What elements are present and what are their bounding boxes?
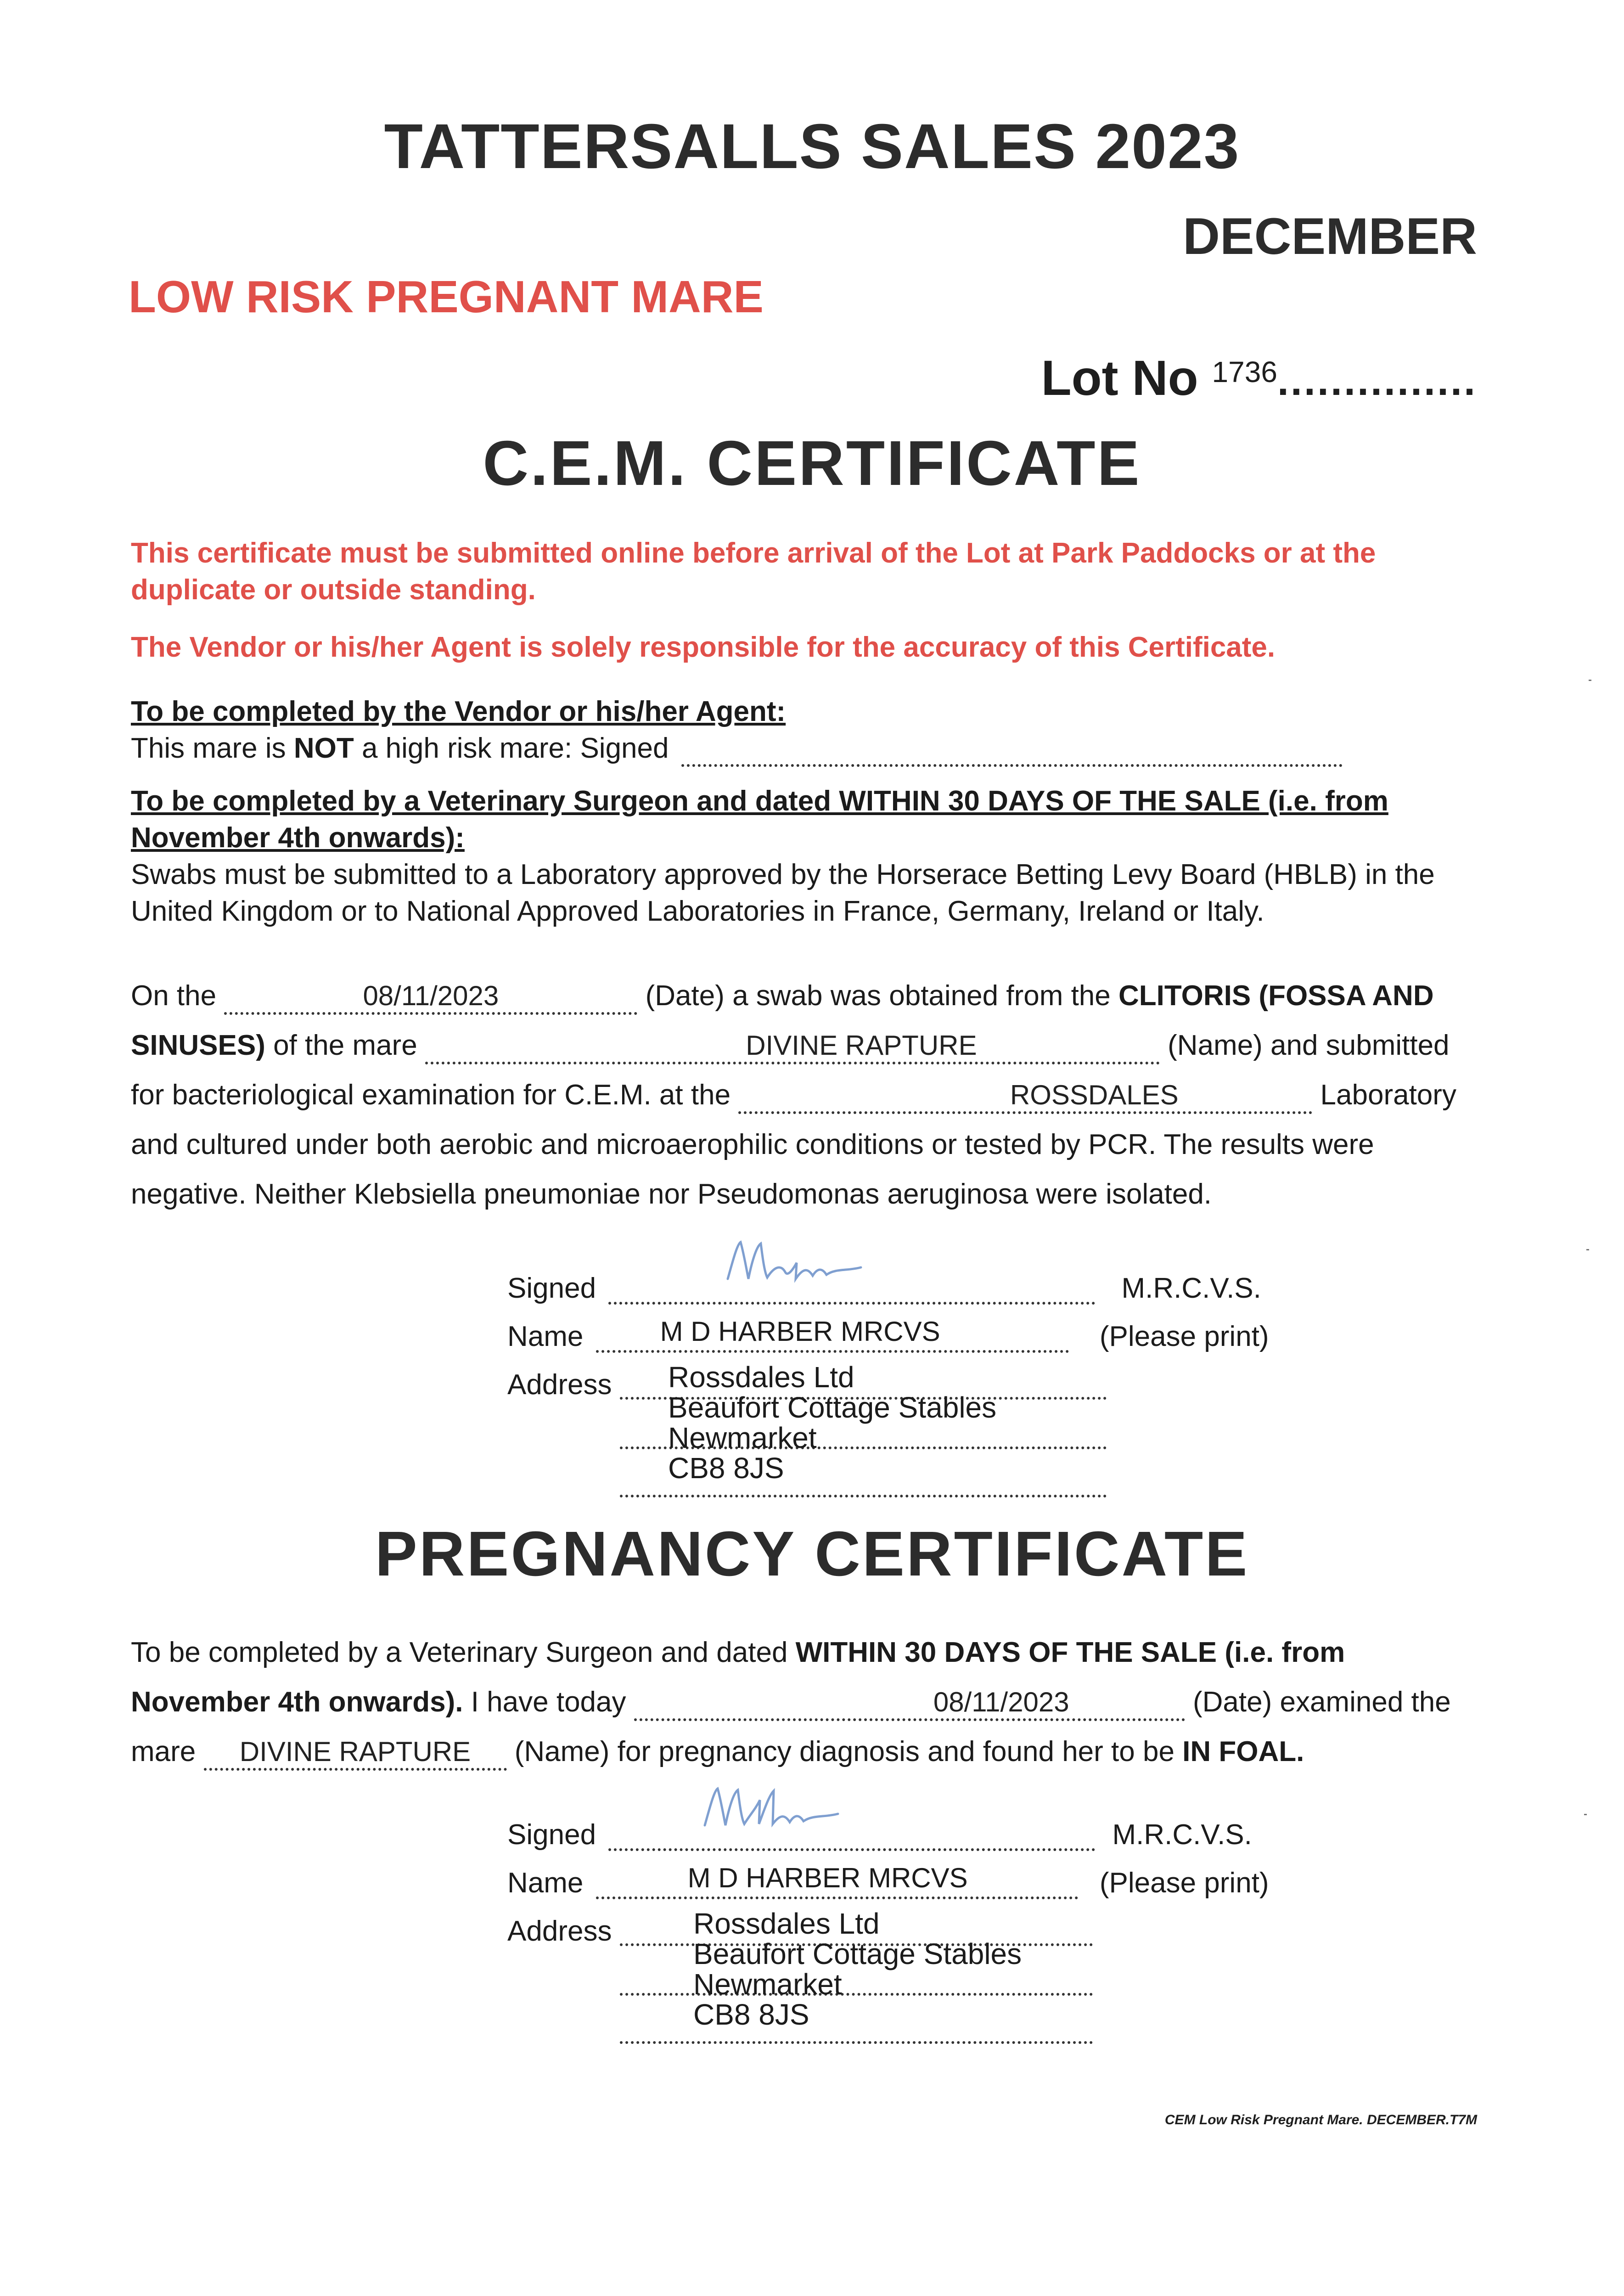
clitoris-label: CLITORIS (FOSSA AND	[1118, 980, 1434, 1012]
accuracy-notice: The Vendor or his/her Agent is solely responsible for the accuracy of this Certificate.	[131, 631, 1276, 663]
submission-notice: This certificate must be submitted online before arrival of the Lot at Park Paddocks or at the duplicate or outside standing.	[131, 537, 1376, 606]
vet-signature-image-2	[700, 1782, 847, 1837]
vendor-heading: To be completed by the Vendor or his/her Agent:	[131, 696, 786, 727]
signed-label: Signed	[507, 1272, 596, 1304]
scan-speck	[1589, 680, 1591, 681]
pregnancy-address-line-2: Beaufort Cottage Stables	[693, 1937, 1022, 1970]
negative-line: negative. Neither Klebsiella pneumoniae nor Pseudomonas aeruginosa were isolated.	[131, 1178, 1212, 1210]
swab-instructions: Swabs must be submitted to a Laboratory approved by the Horserace Betting Levy Board (HBLB) in the United Kingdom or to National Approved Laboratories in France, Germany, Ireland or Italy.	[131, 859, 1435, 927]
pregnancy-mare-name-field[interactable]: DIVINE RAPTURE	[204, 1738, 507, 1771]
please-print-label: (Please print)	[1099, 1321, 1269, 1352]
swab-date-field[interactable]: 08/11/2023	[224, 982, 637, 1015]
mare-category: LOW RISK PREGNANT MARE	[129, 271, 764, 322]
not-emphasis: NOT	[293, 732, 354, 764]
cem-address-line-2: Beaufort Cottage Stables	[668, 1391, 997, 1424]
address-label: Address	[507, 1369, 612, 1401]
cem-address-line-1: Rossdales Ltd	[668, 1361, 854, 1394]
scan-speck	[1586, 1249, 1589, 1250]
pregnancy-signature-line[interactable]	[608, 1823, 1095, 1851]
cem-vet-name-field[interactable]: M D HARBER MRCVS	[596, 1324, 1069, 1353]
vet-signature-image	[723, 1235, 870, 1290]
lot-dots: ...............	[1277, 358, 1477, 404]
name-label: Name	[507, 1321, 584, 1352]
cem-signature-block	[507, 1235, 1357, 1511]
cem-statement: On the 08/11/2023 (Date) a swab was obtained from the CLITORIS (FOSSA AND SINUSES) of the mare DIVINE RAPTURE (Name) and submitted for bacteriological examination for C.E.M. at the ROSSDALES Laboratory and cultured under both aerobic and microaerophilic conditions or tested by PCR. The results were negative. Neither Klebsiella pneumoniae nor Pseudomonas aeruginosa were isolated.	[131, 971, 1478, 1219]
pregnancy-certificate-title: PREGNANCY CERTIFICATE	[375, 1519, 1249, 1589]
vet-section	[131, 783, 1478, 930]
exam-date-field[interactable]: 08/11/2023	[634, 1688, 1185, 1721]
pregnancy-address-line-4: CB8 8JS	[693, 1998, 809, 2031]
sinuses-label: SINUSES)	[131, 1030, 265, 1061]
mrcvs-label: M.R.C.V.S.	[1121, 1272, 1261, 1304]
mare-name-field[interactable]: DIVINE RAPTURE	[425, 1031, 1160, 1064]
sale-month: DECEMBER	[1183, 208, 1477, 265]
pregnancy-signature-block: Signed M.R.C.V.S. Name M D HARBER MRCVS (Please print) Address Rossdales Ltd Beaufort Cottage Stables Newmarket CB8 8JS	[507, 1782, 1357, 2057]
vendor-signature-line[interactable]	[681, 755, 1343, 767]
pregnancy-address-line-1: Rossdales Ltd	[693, 1907, 880, 1940]
cem-certificate-title: C.E.M. CERTIFICATE	[483, 428, 1141, 499]
lot-number	[1041, 349, 1477, 406]
cem-address-line-4: CB8 8JS	[668, 1452, 784, 1485]
form-reference-code: CEM Low Risk Pregnant Mare. DECEMBER.T7M	[1164, 2112, 1477, 2127]
vendor-section	[131, 693, 1478, 767]
lot-label: Lot No	[1041, 350, 1198, 405]
vendor-statement: This mare is NOT a high risk mare: Signed	[131, 730, 1478, 767]
pregnancy-vet-name-field[interactable]: M D HARBER MRCVS	[596, 1871, 1078, 1899]
scan-speck	[1584, 1814, 1587, 1815]
cultured-line: and cultured under both aerobic and microaerophilic conditions or tested by PCR. The results were	[131, 1129, 1374, 1160]
cem-address-line-3: Newmarket	[668, 1421, 817, 1454]
pregnancy-statement: To be completed by a Veterinary Surgeon and dated WITHIN 30 DAYS OF THE SALE (i.e. from November 4th onwards). I have today 08/11/2023 (Date) examined the mare DIVINE RAPTURE (Name) for pregnancy diagnosis and found her to be IN FOAL.	[131, 1628, 1478, 1777]
vet-heading: To be completed by a Veterinary Surgeon and dated WITHIN 30 DAYS OF THE SALE (i.e. from November 4th onwards):	[131, 785, 1388, 854]
document-title: TATTERSALLS SALES 2023	[384, 111, 1240, 182]
in-foal-label: IN FOAL.	[1182, 1736, 1304, 1767]
laboratory-field[interactable]: ROSSDALES	[738, 1081, 1312, 1114]
lot-value: 1736	[1212, 355, 1277, 388]
pregnancy-address-line-3: Newmarket	[693, 1968, 842, 2001]
